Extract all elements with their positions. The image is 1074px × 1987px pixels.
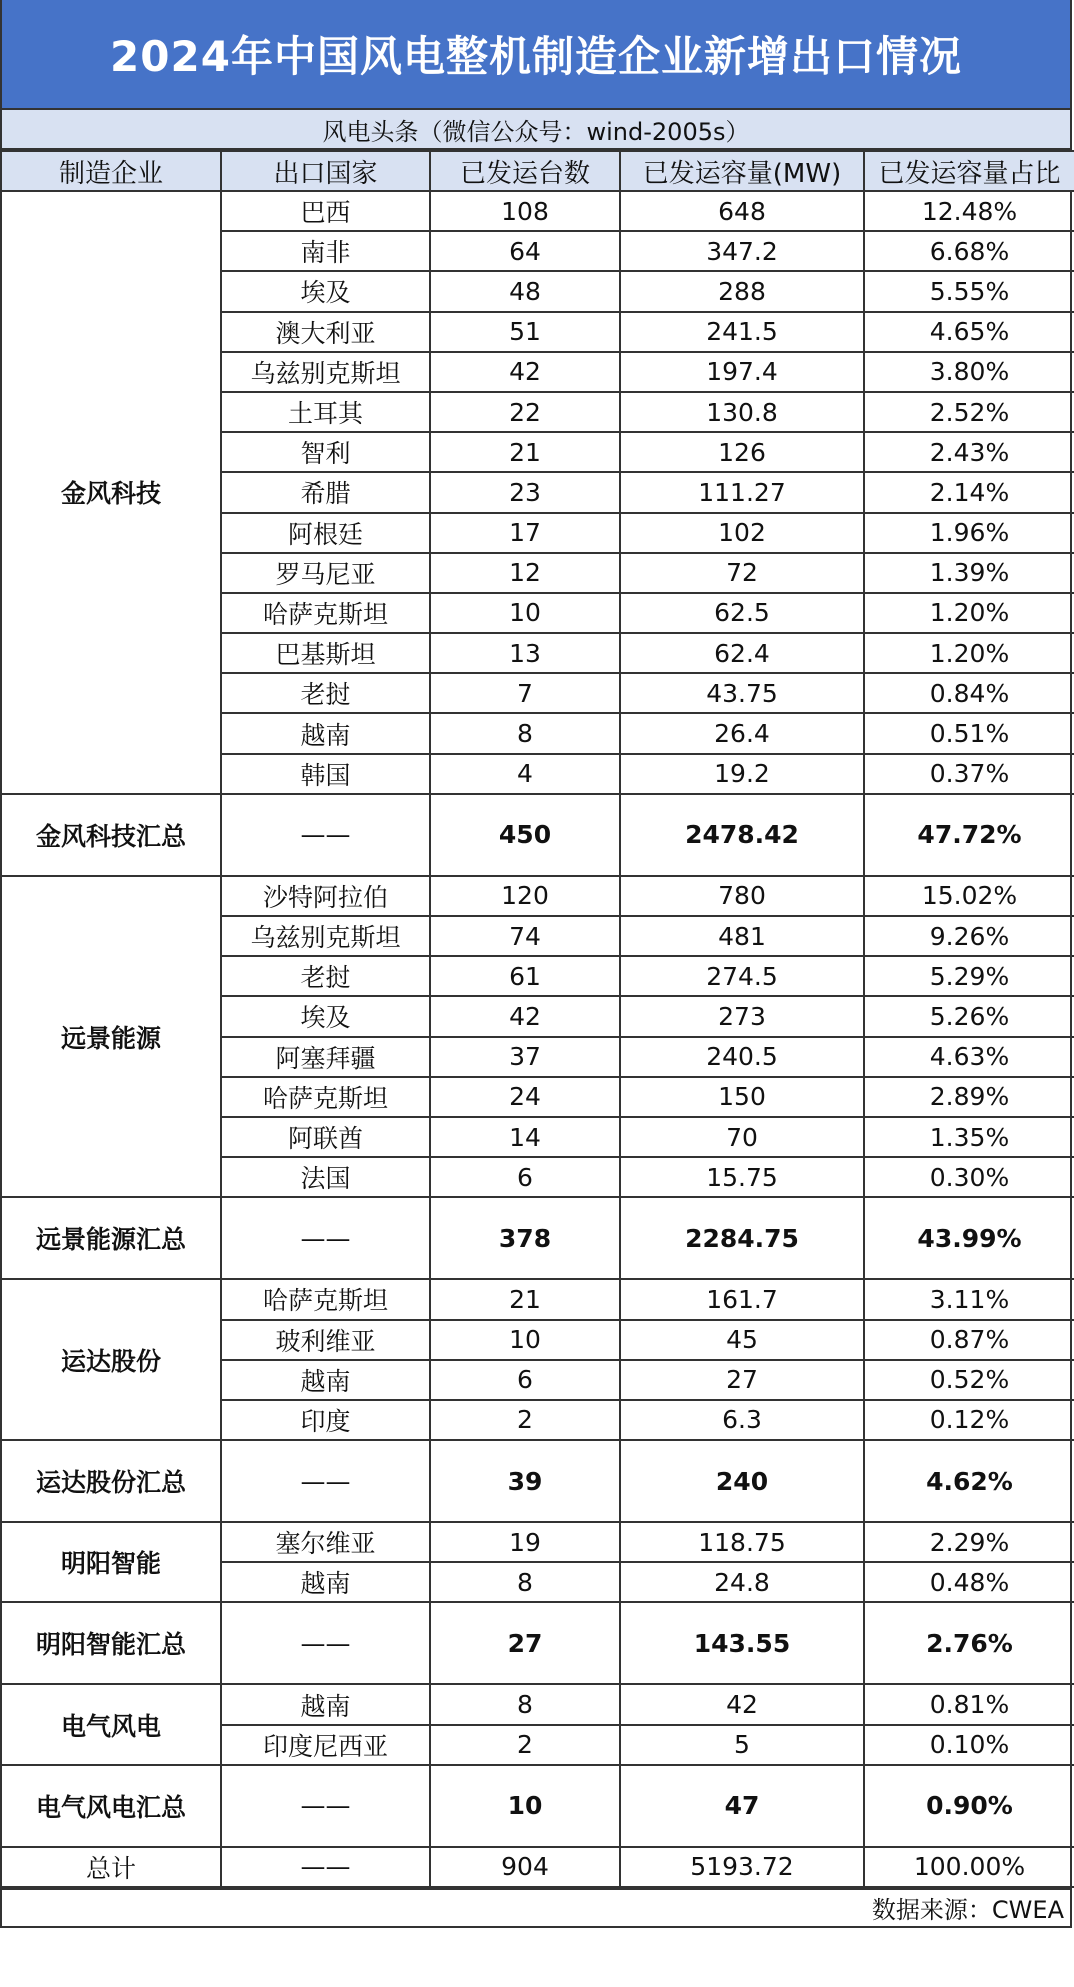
summary-units-cell: 27 <box>430 1602 620 1684</box>
share-cell: 2.89% <box>864 1077 1074 1117</box>
capacity-cell: 26.4 <box>620 713 864 753</box>
share-cell: 3.80% <box>864 352 1074 392</box>
company-cell: 电气风电 <box>2 1684 221 1764</box>
country-cell: 乌兹别克斯坦 <box>221 352 430 392</box>
capacity-cell: 648 <box>620 191 864 231</box>
share-cell: 4.63% <box>864 1037 1074 1077</box>
share-cell: 0.51% <box>864 713 1074 753</box>
share-cell: 9.26% <box>864 916 1074 956</box>
summary-country-cell: —— <box>221 1440 430 1522</box>
country-cell: 智利 <box>221 432 430 472</box>
share-cell: 0.81% <box>864 1684 1074 1724</box>
capacity-cell: 62.4 <box>620 633 864 673</box>
units-cell: 10 <box>430 1320 620 1360</box>
total-share-cell: 100.00% <box>864 1847 1074 1887</box>
summary-country-cell: —— <box>221 794 430 876</box>
country-cell: 玻利维亚 <box>221 1320 430 1360</box>
country-cell: 印度尼西亚 <box>221 1725 430 1765</box>
units-cell: 61 <box>430 956 620 996</box>
summary-capacity-cell: 143.55 <box>620 1602 864 1684</box>
units-cell: 4 <box>430 754 620 794</box>
capacity-cell: 118.75 <box>620 1522 864 1562</box>
summary-name-cell: 金风科技汇总 <box>2 794 221 876</box>
summary-name-cell: 远景能源汇总 <box>2 1197 221 1279</box>
country-cell: 乌兹别克斯坦 <box>221 916 430 956</box>
country-cell: 越南 <box>221 713 430 753</box>
share-cell: 5.29% <box>864 956 1074 996</box>
summary-units-cell: 450 <box>430 794 620 876</box>
share-cell: 2.52% <box>864 392 1074 432</box>
summary-capacity-cell: 240 <box>620 1440 864 1522</box>
share-cell: 2.29% <box>864 1522 1074 1562</box>
units-cell: 13 <box>430 633 620 673</box>
country-cell: 土耳其 <box>221 392 430 432</box>
summary-name-cell: 明阳智能汇总 <box>2 1602 221 1684</box>
summary-country-cell: —— <box>221 1197 430 1279</box>
share-cell: 2.14% <box>864 472 1074 512</box>
country-cell: 韩国 <box>221 754 430 794</box>
country-cell: 澳大利亚 <box>221 312 430 352</box>
summary-country-cell: —— <box>221 1765 430 1847</box>
country-cell: 印度 <box>221 1400 430 1440</box>
table-row <box>2 876 1074 916</box>
units-cell: 6 <box>430 1157 620 1197</box>
summary-name-cell: 电气风电汇总 <box>2 1765 221 1847</box>
country-cell: 南非 <box>221 231 430 271</box>
capacity-cell: 102 <box>620 513 864 553</box>
capacity-cell: 72 <box>620 553 864 593</box>
share-cell: 2.43% <box>864 432 1074 472</box>
capacity-cell: 24.8 <box>620 1562 864 1602</box>
units-cell: 22 <box>430 392 620 432</box>
capacity-cell: 19.2 <box>620 754 864 794</box>
header-country: 出口国家 <box>221 151 430 191</box>
summary-capacity-cell: 2478.42 <box>620 794 864 876</box>
country-cell: 法国 <box>221 1157 430 1197</box>
summary-share-cell: 0.90% <box>864 1765 1074 1847</box>
share-cell: 12.48% <box>864 191 1074 231</box>
units-cell: 14 <box>430 1117 620 1157</box>
units-cell: 6 <box>430 1360 620 1400</box>
country-cell: 老挝 <box>221 673 430 713</box>
table-row <box>2 1279 1074 1319</box>
units-cell: 19 <box>430 1522 620 1562</box>
share-cell: 0.87% <box>864 1320 1074 1360</box>
summary-row <box>2 1765 1074 1847</box>
country-cell: 罗马尼亚 <box>221 553 430 593</box>
header-units: 已发运台数 <box>430 151 620 191</box>
share-cell: 4.65% <box>864 312 1074 352</box>
summary-row <box>2 794 1074 876</box>
units-cell: 64 <box>430 231 620 271</box>
units-cell: 74 <box>430 916 620 956</box>
total-country-cell: —— <box>221 1847 430 1887</box>
capacity-cell: 5 <box>620 1725 864 1765</box>
table-row <box>2 191 1074 231</box>
units-cell: 108 <box>430 191 620 231</box>
total-units-cell: 904 <box>430 1847 620 1887</box>
capacity-cell: 42 <box>620 1684 864 1724</box>
units-cell: 42 <box>430 996 620 1036</box>
units-cell: 12 <box>430 553 620 593</box>
units-cell: 21 <box>430 1279 620 1319</box>
summary-capacity-cell: 2284.75 <box>620 1197 864 1279</box>
units-cell: 23 <box>430 472 620 512</box>
summary-share-cell: 2.76% <box>864 1602 1074 1684</box>
company-cell: 明阳智能 <box>2 1522 221 1602</box>
share-cell: 6.68% <box>864 231 1074 271</box>
country-cell: 巴西 <box>221 191 430 231</box>
share-cell: 1.39% <box>864 553 1074 593</box>
share-cell: 15.02% <box>864 876 1074 916</box>
units-cell: 120 <box>430 876 620 916</box>
units-cell: 24 <box>430 1077 620 1117</box>
summary-units-cell: 39 <box>430 1440 620 1522</box>
units-cell: 2 <box>430 1725 620 1765</box>
capacity-cell: 240.5 <box>620 1037 864 1077</box>
summary-row <box>2 1602 1074 1684</box>
capacity-cell: 45 <box>620 1320 864 1360</box>
country-cell: 老挝 <box>221 956 430 996</box>
share-cell: 1.20% <box>864 593 1074 633</box>
units-cell: 8 <box>430 1562 620 1602</box>
capacity-cell: 288 <box>620 271 864 311</box>
capacity-cell: 111.27 <box>620 472 864 512</box>
country-cell: 越南 <box>221 1562 430 1602</box>
header-capacity: 已发运容量(MW) <box>620 151 864 191</box>
company-cell: 远景能源 <box>2 876 221 1198</box>
country-cell: 埃及 <box>221 271 430 311</box>
units-cell: 8 <box>430 713 620 753</box>
country-cell: 巴基斯坦 <box>221 633 430 673</box>
share-cell: 0.48% <box>864 1562 1074 1602</box>
summary-units-cell: 10 <box>430 1765 620 1847</box>
country-cell: 越南 <box>221 1360 430 1400</box>
country-cell: 越南 <box>221 1684 430 1724</box>
capacity-cell: 274.5 <box>620 956 864 996</box>
capacity-cell: 241.5 <box>620 312 864 352</box>
share-cell: 5.26% <box>864 996 1074 1036</box>
capacity-cell: 43.75 <box>620 673 864 713</box>
share-cell: 0.30% <box>864 1157 1074 1197</box>
share-cell: 0.37% <box>864 754 1074 794</box>
table-row <box>2 1684 1074 1724</box>
data-source-note: 数据来源：CWEA <box>2 1888 1070 1928</box>
table-title: 2024年中国风电整机制造企业新增出口情况 <box>2 0 1070 110</box>
share-cell: 1.96% <box>864 513 1074 553</box>
share-cell: 1.20% <box>864 633 1074 673</box>
company-cell: 运达股份 <box>2 1279 221 1440</box>
units-cell: 10 <box>430 593 620 633</box>
country-cell: 塞尔维亚 <box>221 1522 430 1562</box>
summary-share-cell: 4.62% <box>864 1440 1074 1522</box>
units-cell: 51 <box>430 312 620 352</box>
share-cell: 0.52% <box>864 1360 1074 1400</box>
country-cell: 阿根廷 <box>221 513 430 553</box>
country-cell: 沙特阿拉伯 <box>221 876 430 916</box>
share-cell: 1.35% <box>864 1117 1074 1157</box>
country-cell: 哈萨克斯坦 <box>221 593 430 633</box>
capacity-cell: 6.3 <box>620 1400 864 1440</box>
units-cell: 2 <box>430 1400 620 1440</box>
capacity-cell: 150 <box>620 1077 864 1117</box>
units-cell: 7 <box>430 673 620 713</box>
capacity-cell: 161.7 <box>620 1279 864 1319</box>
summary-share-cell: 43.99% <box>864 1197 1074 1279</box>
capacity-cell: 780 <box>620 876 864 916</box>
capacity-cell: 130.8 <box>620 392 864 432</box>
export-table <box>2 150 1074 1888</box>
table-subtitle: 风电头条（微信公众号：wind-2005s） <box>2 110 1070 150</box>
total-capacity-cell: 5193.72 <box>620 1847 864 1887</box>
header-share: 已发运容量占比 <box>864 151 1074 191</box>
share-cell: 3.11% <box>864 1279 1074 1319</box>
country-cell: 阿联酋 <box>221 1117 430 1157</box>
capacity-cell: 347.2 <box>620 231 864 271</box>
units-cell: 17 <box>430 513 620 553</box>
header-row <box>2 151 1074 191</box>
total-row <box>2 1847 1074 1887</box>
country-cell: 阿塞拜疆 <box>221 1037 430 1077</box>
units-cell: 48 <box>430 271 620 311</box>
summary-row <box>2 1440 1074 1522</box>
capacity-cell: 197.4 <box>620 352 864 392</box>
units-cell: 21 <box>430 432 620 472</box>
summary-country-cell: —— <box>221 1602 430 1684</box>
units-cell: 42 <box>430 352 620 392</box>
country-cell: 哈萨克斯坦 <box>221 1077 430 1117</box>
units-cell: 37 <box>430 1037 620 1077</box>
table-row <box>2 1522 1074 1562</box>
country-cell: 埃及 <box>221 996 430 1036</box>
summary-units-cell: 378 <box>430 1197 620 1279</box>
share-cell: 0.12% <box>864 1400 1074 1440</box>
summary-name-cell: 运达股份汇总 <box>2 1440 221 1522</box>
capacity-cell: 27 <box>620 1360 864 1400</box>
summary-capacity-cell: 47 <box>620 1765 864 1847</box>
capacity-cell: 481 <box>620 916 864 956</box>
capacity-cell: 62.5 <box>620 593 864 633</box>
summary-share-cell: 47.72% <box>864 794 1074 876</box>
share-cell: 0.84% <box>864 673 1074 713</box>
share-cell: 0.10% <box>864 1725 1074 1765</box>
share-cell: 5.55% <box>864 271 1074 311</box>
total-name-cell: 总计 <box>2 1847 221 1887</box>
capacity-cell: 70 <box>620 1117 864 1157</box>
capacity-cell: 15.75 <box>620 1157 864 1197</box>
country-cell: 哈萨克斯坦 <box>221 1279 430 1319</box>
summary-row <box>2 1197 1074 1279</box>
capacity-cell: 273 <box>620 996 864 1036</box>
country-cell: 希腊 <box>221 472 430 512</box>
capacity-cell: 126 <box>620 432 864 472</box>
header-company: 制造企业 <box>2 151 221 191</box>
units-cell: 8 <box>430 1684 620 1724</box>
table-body <box>2 191 1074 1887</box>
company-cell: 金风科技 <box>2 191 221 794</box>
